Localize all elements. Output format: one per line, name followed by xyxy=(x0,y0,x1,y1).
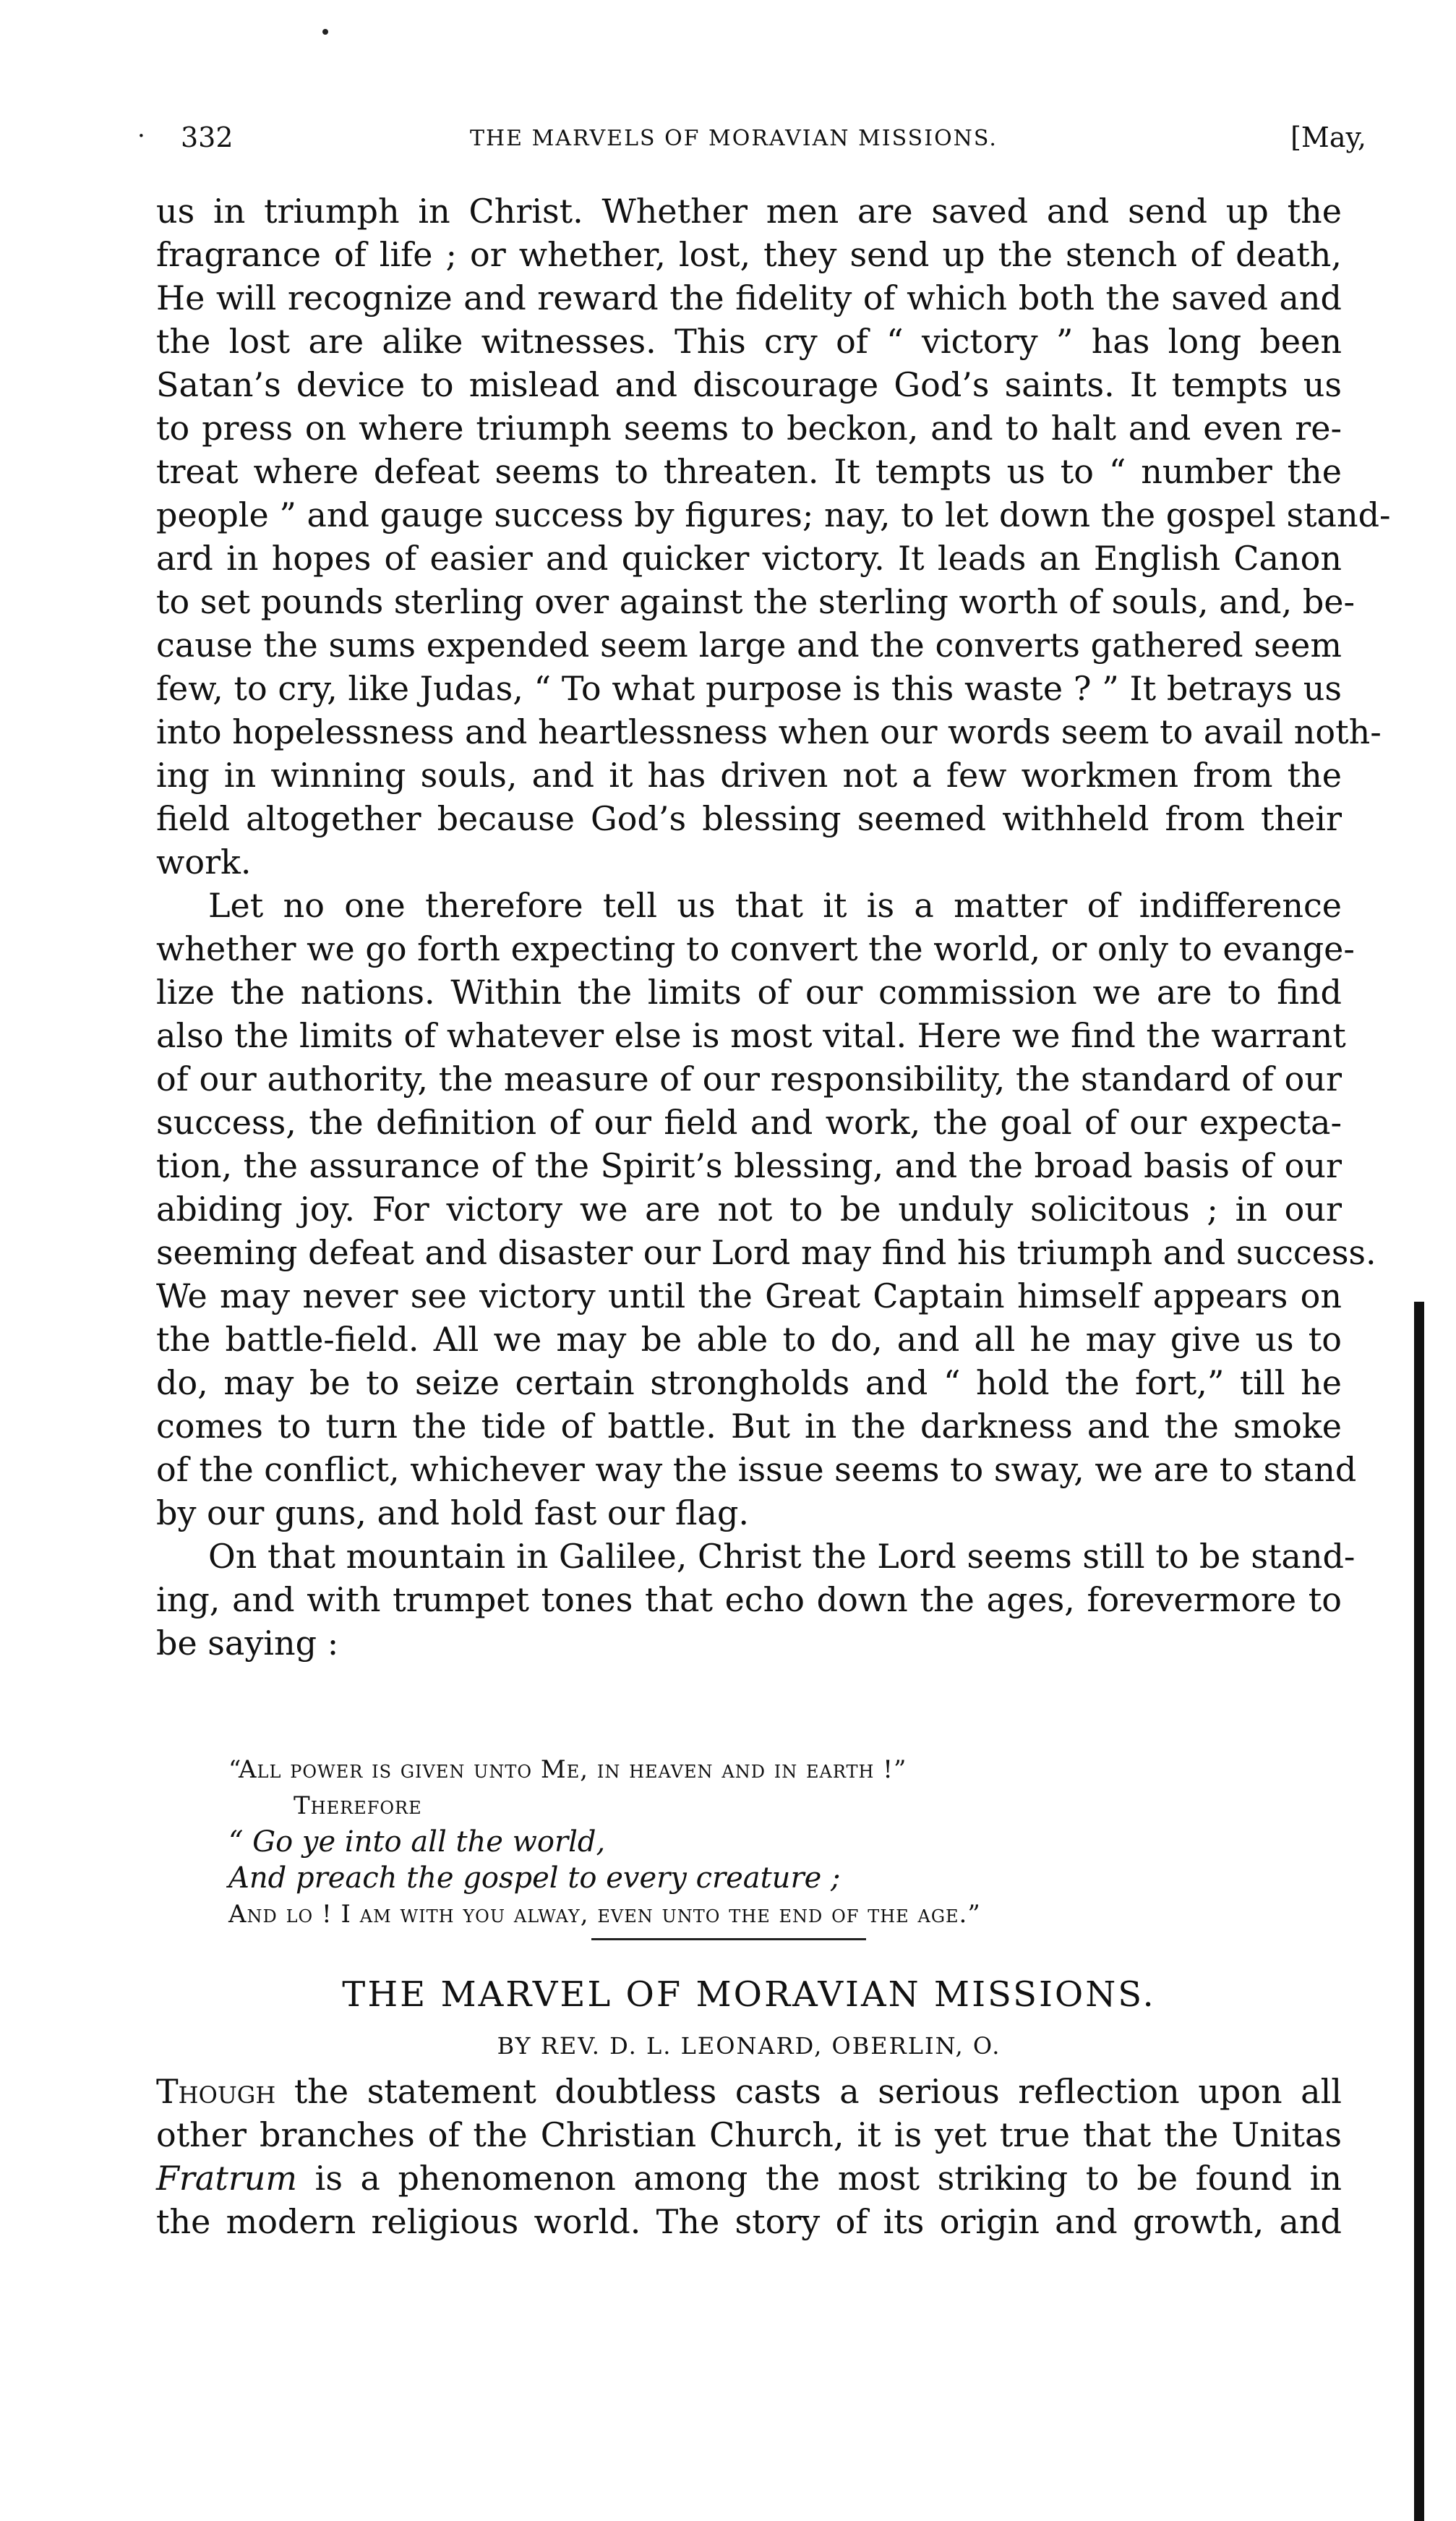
body-line: the battle-field. All we may be able to do, and all he may give us to xyxy=(156,1320,1342,1359)
scan-margin-shadow xyxy=(1414,1302,1424,2521)
body-line: people ” and gauge success by figures; nay, to let down the gospel stand- xyxy=(156,495,1391,534)
body-line: of our authority, the measure of our responsibility, the standard of our xyxy=(156,1059,1342,1099)
body-line: into hopelessness and heartlessness when our words seem to avail noth- xyxy=(156,712,1382,751)
article-byline: BY REV. D. L. LEONARD, OBERLIN, O. xyxy=(497,2032,1001,2060)
body-line: by our guns, and hold fast our flag. xyxy=(156,1493,750,1532)
quote-line: And preach the gospel to every creature ; xyxy=(228,1861,841,1895)
body-line: We may never see victory until the Great Captain himself appears on xyxy=(156,1276,1342,1315)
body-line: us in triumph in Christ. Whether men are saved and send up the xyxy=(156,192,1342,231)
body-text xyxy=(156,189,1391,1665)
body-line: do, may be to seize certain strongholds and “ hold the fort,” till he xyxy=(156,1363,1342,1402)
article-line: the modern religious world. The story of its origin and growth, and xyxy=(156,2202,1342,2241)
body-line: few, to cry, like Judas, “ To what purpose is this waste ? ” It betrays us xyxy=(156,669,1342,708)
paragraph-start: Let no one therefore tell us that it is a matter of indifference xyxy=(208,886,1342,925)
stray-dot xyxy=(322,29,328,35)
quote-line: Therefore xyxy=(294,1791,422,1820)
running-title: THE MARVELS OF MORAVIAN MISSIONS. xyxy=(470,126,998,151)
page-number: 332 xyxy=(181,121,234,153)
body-line: ard in hopes of easier and quicker victory. It leads an English Canon xyxy=(156,539,1342,578)
header-bullet: · xyxy=(137,121,145,150)
quote-line: “ Go ye into all the world, xyxy=(228,1825,606,1859)
body-line: fragrance of life ; or whether, lost, they send up the stench of death, xyxy=(156,235,1342,274)
article-line xyxy=(156,2070,1342,2113)
body-line: to press on where triumph seems to beckon, and to halt and even re- xyxy=(156,409,1342,448)
article-line xyxy=(156,2157,1342,2200)
body-line: work. xyxy=(156,843,252,882)
article-line: other branches of the Christian Church, it is yet true that the Unitas xyxy=(156,2115,1342,2154)
body-line: field altogether because God’s blessing seemed withheld from their xyxy=(156,799,1342,838)
body-line: cause the sums expended seem large and the converts gathered seem xyxy=(156,626,1342,665)
body-line: treat where defeat seems to threaten. It tempts us to “ number the xyxy=(156,452,1342,491)
body-line: to set pounds sterling over against the sterling worth of souls, and, be- xyxy=(156,582,1356,621)
body-line: also the limits of whatever else is most vital. Here we find the warrant xyxy=(156,1016,1346,1055)
body-line: seeming defeat and disaster our Lord may find his triumph and success. xyxy=(156,1233,1376,1272)
body-line: tion, the assurance of the Spirit’s blessing, and the broad basis of our xyxy=(156,1146,1342,1185)
body-line: Satan’s device to mislead and discourage God’s saints. It tempts us xyxy=(156,365,1342,404)
paragraph-start: On that mountain in Galilee, Christ the Lord seems still to be stand- xyxy=(208,1537,1356,1576)
body-line: whether we go forth expecting to convert the world, or only to evange- xyxy=(156,929,1355,968)
body-line: success, the definition of our field and work, the goal of our expecta- xyxy=(156,1103,1342,1142)
quote-line: “All power is given unto Me, in heaven and in earth !” xyxy=(228,1755,907,1784)
body-line: of the conflict, whichever way the issue seems to sway, we are to stand xyxy=(156,1450,1357,1489)
article-text xyxy=(156,2070,1342,2243)
running-header xyxy=(137,121,1366,165)
body-line: be saying : xyxy=(156,1624,339,1663)
header-month: [May, xyxy=(1290,121,1366,153)
section-divider xyxy=(591,1938,866,1940)
body-line: comes to turn the tide of battle. But in the darkness and the smoke xyxy=(156,1407,1342,1446)
scripture-quote xyxy=(156,1752,1342,1932)
body-line: He will recognize and reward the fidelity of which both the saved and xyxy=(156,278,1342,317)
italic-term: Fratrum xyxy=(156,2159,298,2198)
body-line: the lost are alike witnesses. This cry of “ victory ” has long been xyxy=(156,322,1342,361)
drop-word: Though xyxy=(156,2072,276,2111)
body-line: ing in winning souls, and it has driven not a few workmen from the xyxy=(156,756,1342,795)
quote-line: And lo ! I am with you alway, even unto the end of the age.” xyxy=(228,1900,981,1929)
article-title: THE MARVEL OF MORAVIAN MISSIONS. xyxy=(342,1974,1156,2015)
body-line: abiding joy. For victory we are not to be unduly solicitous ; in our xyxy=(156,1190,1342,1229)
body-line: ing, and with trumpet tones that echo down the ages, forevermore to xyxy=(156,1580,1342,1619)
article-line-rest: the statement doubtless casts a serious reflection upon all xyxy=(275,2072,1342,2111)
article-line-rest: is a phenomenon among the most striking to be found in xyxy=(297,2159,1342,2198)
body-line: lize the nations. Within the limits of our commission we are to find xyxy=(156,973,1342,1012)
